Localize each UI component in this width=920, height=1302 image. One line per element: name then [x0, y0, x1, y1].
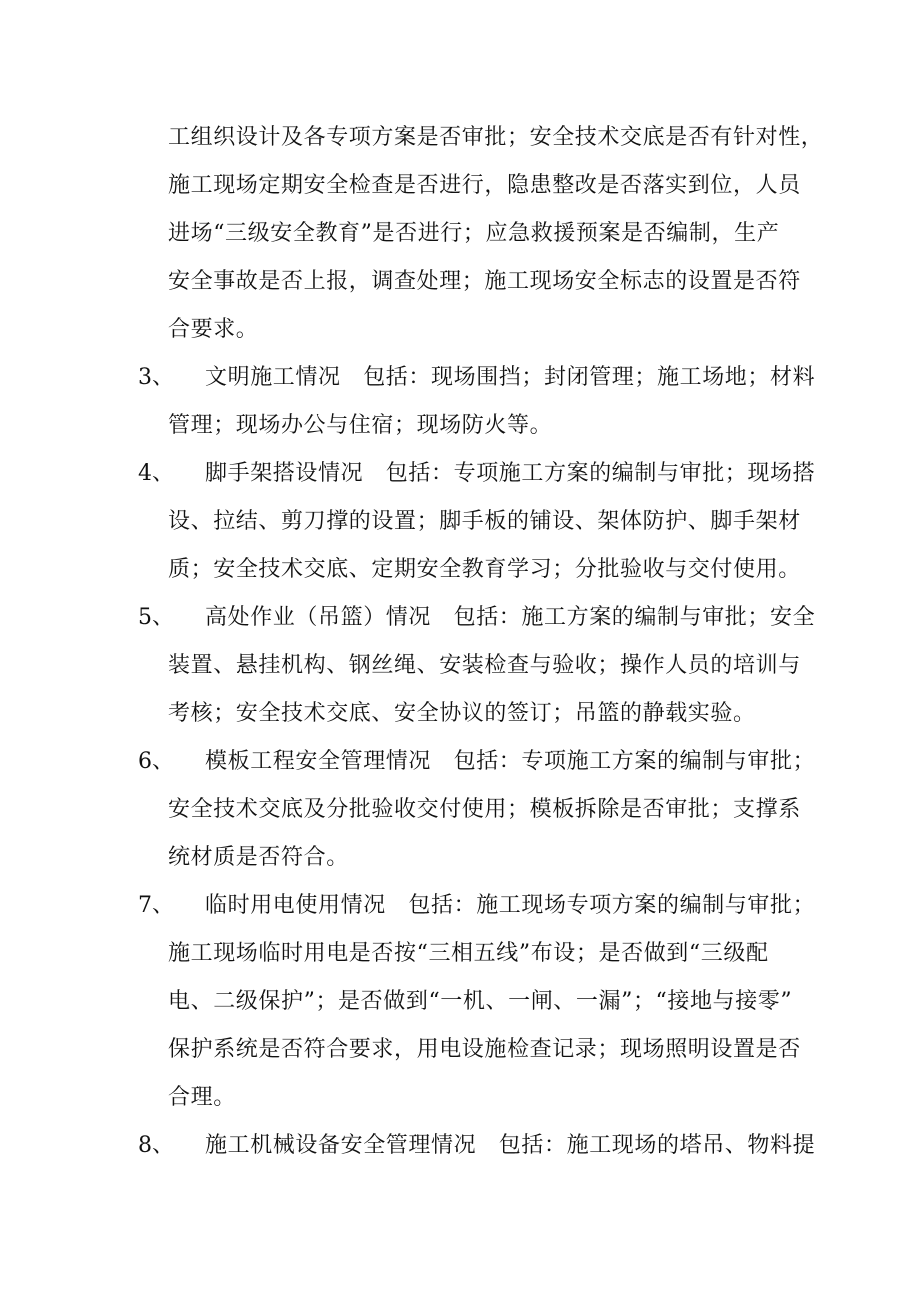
text-line: 施工现场定期安全检查是否进行，隐患整改是否落实到位，人员	[168, 173, 801, 198]
item-first-line: 施工机械设备安全管理情况 包括：施工现场的塔吊、物料提	[205, 1133, 816, 1158]
item-number: 6、	[138, 749, 174, 774]
text-line: 电、二级保护”；是否做到“一机、一闸、一漏”；“接地与接零”	[168, 989, 793, 1014]
text-line: 安全技术交底及分批验收交付使用；模板拆除是否审批；支撑系	[168, 797, 801, 822]
text-line: 施工现场临时用电是否按“三相五线”布设；是否做到“三级配	[168, 941, 769, 966]
text-line: 统材质是否符合。	[168, 845, 349, 870]
item-first-line: 模板工程安全管理情况 包括：专项施工方案的编制与审批；	[205, 749, 816, 774]
item-first-line: 高处作业（吊篮）情况 包括：施工方案的编制与审批；安全	[205, 605, 816, 630]
text-line: 考核；安全技术交底、安全协议的签订；吊篮的静载实验。	[168, 701, 756, 726]
text-line: 保护系统是否符合要求，用电设施检查记录；现场照明设置是否	[168, 1037, 801, 1062]
text-line: 设、拉结、剪刀撑的设置；脚手板的铺设、架体防护、脚手架材	[168, 509, 801, 534]
text-line: 进场“三级安全教育”是否进行；应急救援预案是否编制，生产	[168, 221, 780, 246]
item-number: 5、	[138, 605, 174, 630]
text-line: 合要求。	[168, 317, 259, 342]
item-first-line: 脚手架搭设情况 包括：专项施工方案的编制与审批；现场搭	[205, 461, 816, 486]
text-line: 装置、悬挂机构、钢丝绳、安装检查与验收；操作人员的培训与	[168, 653, 801, 678]
item-number: 8、	[138, 1133, 174, 1158]
text-line: 管理；现场办公与住宿；现场防火等。	[168, 413, 553, 438]
text-line: 合理。	[168, 1085, 236, 1110]
item-first-line: 文明施工情况 包括：现场围挡；封闭管理；施工场地；材料	[205, 365, 816, 390]
item-number: 4、	[138, 461, 174, 486]
item-number: 3、	[138, 365, 174, 390]
item-first-line: 临时用电使用情况 包括：施工现场专项方案的编制与审批；	[205, 893, 816, 918]
text-line: 安全事故是否上报，调查处理；施工现场安全标志的设置是否符	[168, 269, 801, 294]
text-line: 质；安全技术交底、定期安全教育学习；分批验收与交付使用。	[168, 557, 801, 582]
text-line: 工组织设计及各专项方案是否审批；安全技术交底是否有针对性，	[168, 125, 824, 150]
item-number: 7、	[138, 893, 174, 918]
